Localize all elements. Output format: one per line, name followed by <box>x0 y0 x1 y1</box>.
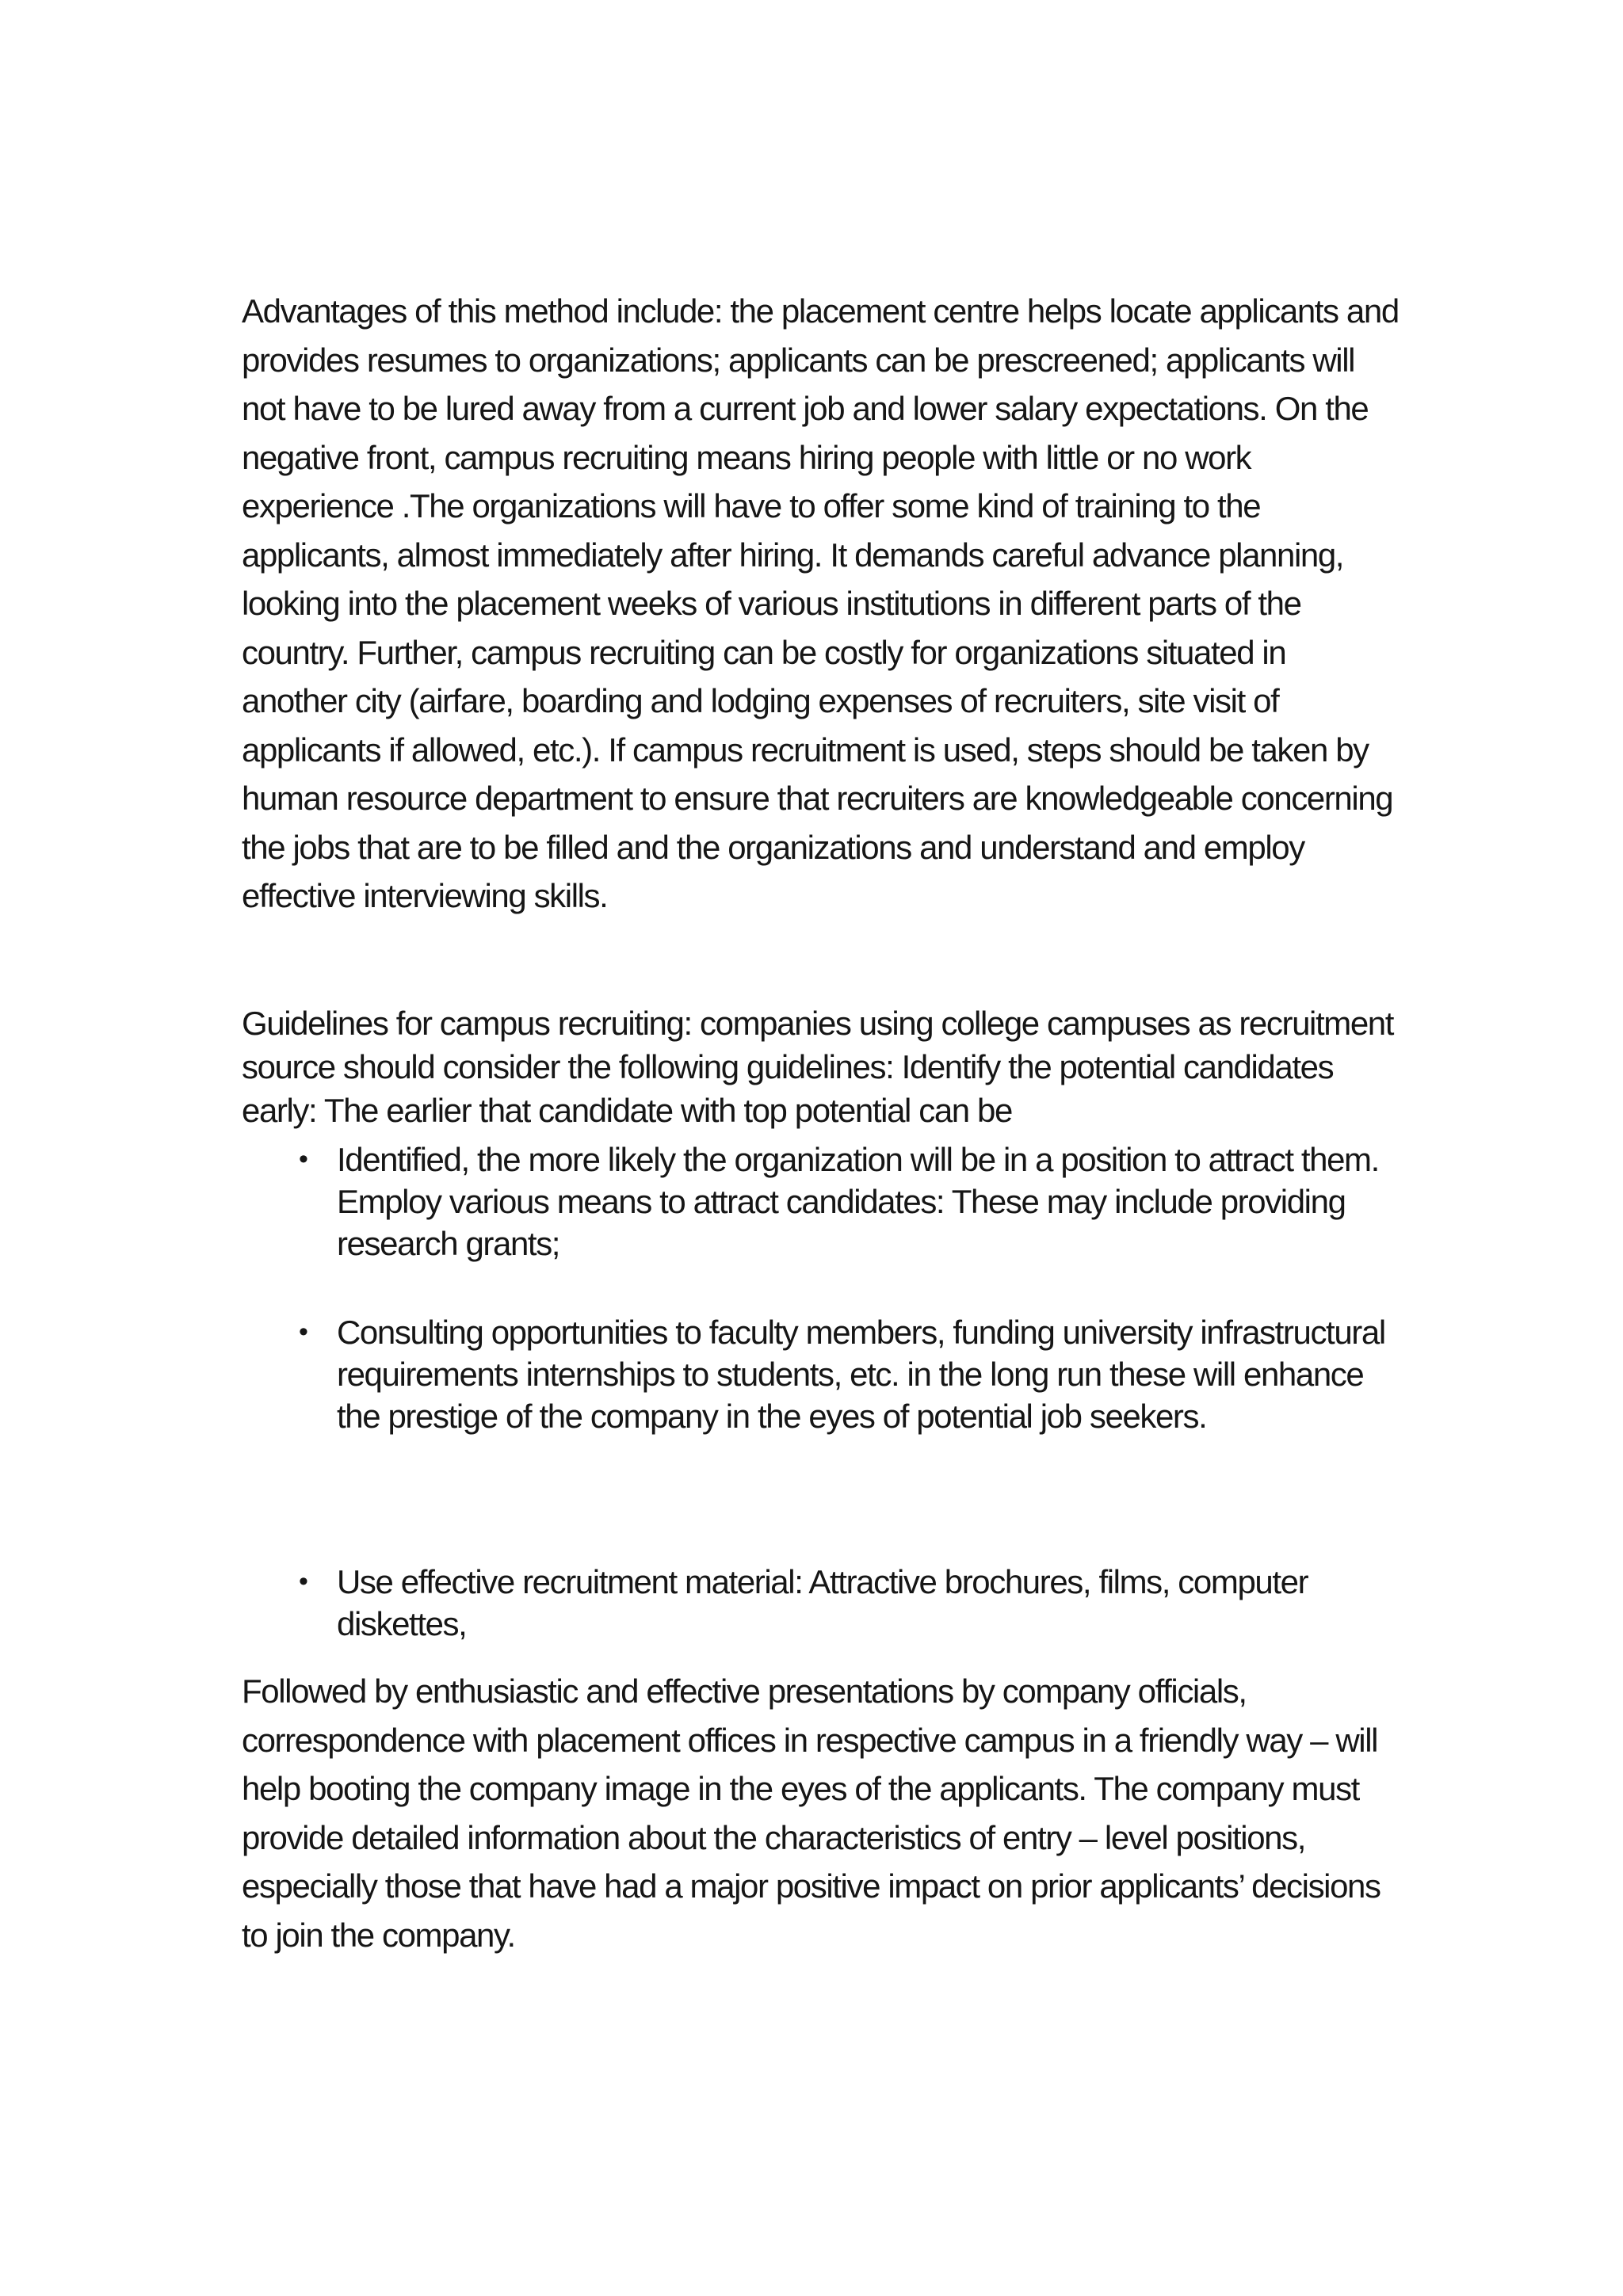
paragraph-presentations: Followed by enthusiastic and effective presentations by company officials, correspondence with placement offices in respective campus in a friendly way – will help booting the company image in the eyes of the applicants. The company must provide detailed information about the characteristics of entry – level positions, especially those that have had a major positive impact on prior applicants’ decisions to join the company. <box>242 1672 1381 1954</box>
bullet-icon: • <box>299 1144 307 1174</box>
paragraph-guidelines: Guidelines for campus recruiting: companies using college campuses as recruitment source should consider the following guidelines: Identify the potential candidates early: The earlier that candidate with top potential can be <box>242 1005 1394 1129</box>
bullet-text: Use effective recruitment material: Attractive brochures, films, computer diskettes, <box>337 1563 1308 1642</box>
bullet-icon: • <box>299 1317 307 1347</box>
bullet-text: Consulting opportunities to faculty members, funding university infrastructural requirements internships to students, etc. in the long run these will enhance the prestige of the company in the eyes of potential job seekers. <box>337 1314 1385 1435</box>
paragraph-advantages: Advantages of this method include: the placement centre helps locate applicants and provides resumes to organizations; applicants can be prescreened; applicants will not have to be lured away from a current job and lower salary expectations. On the negative front, campus recruiting means hiring people with little or no work experience .The organizations will have to offer some kind of training to the applicants, almost immediately after hiring. It demands careful advance planning, looking into the placement weeks of various institutions in different parts of the country. Further, campus recruiting can be costly for organizations situated in another city (airfare, boarding and lodging expenses of recruiters, site visit of applicants if allowed, etc.). If campus recruitment is used, steps should be taken by human resource department to ensure that recruiters are knowledgeable concerning the jobs that are to be filled and the organizations and understand and employ effective interviewing skills. <box>242 292 1399 914</box>
bullet-text: Identified, the more likely the organization will be in a position to attract them. Employ various means to attract candidates: These may include providing research grants; <box>337 1141 1379 1262</box>
bullet-icon: • <box>299 1566 307 1596</box>
